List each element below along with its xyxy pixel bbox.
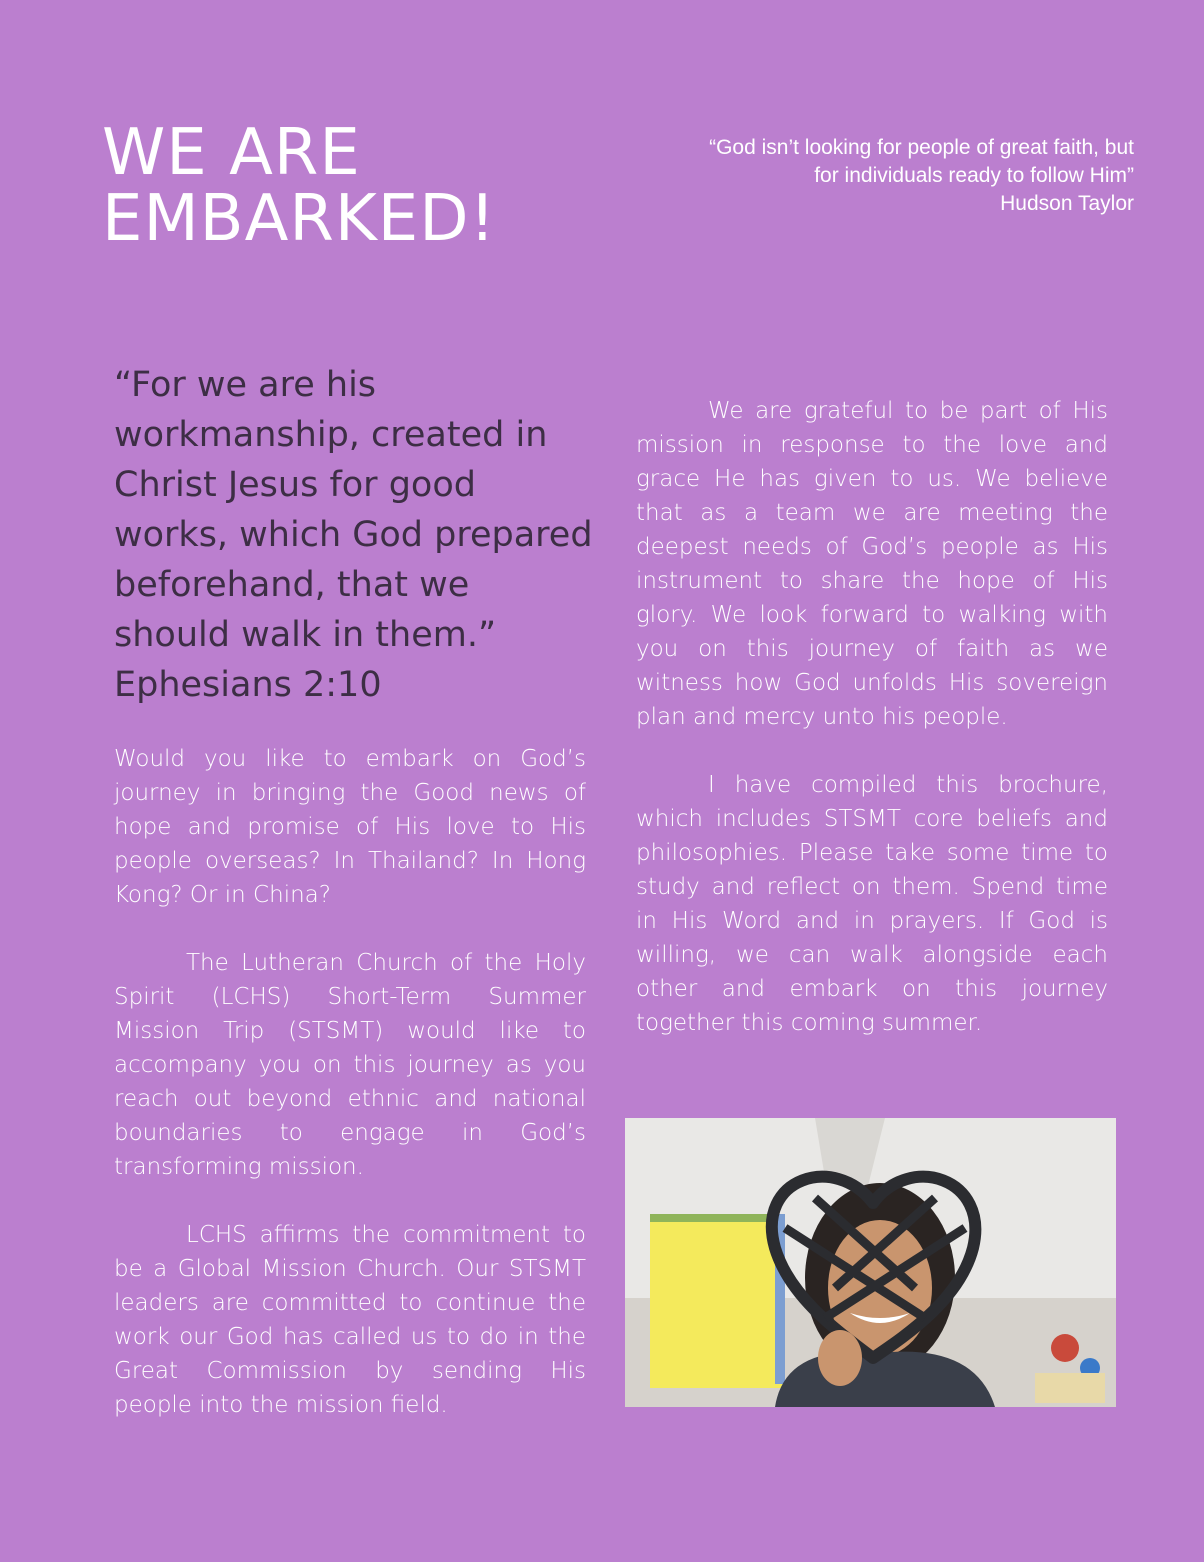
mission-photo xyxy=(625,1118,1116,1407)
right-column xyxy=(636,394,1108,1074)
title-line-1: WE ARE xyxy=(102,116,361,190)
verse-reference: Ephesians 2:10 xyxy=(114,665,382,705)
left-column xyxy=(114,742,586,1456)
side-quote-text: “God isn’t looking for people of great faith, but for individuals ready to follow Him” xyxy=(709,136,1134,187)
title-line-2: EMBARKED! xyxy=(102,182,497,256)
right-paragraph-1: We are grateful to be part of His mission in response to the love and grace He has given to us. We believe that as a team we are meeting the deepest needs of God’s people as His instrument to share the hope of His glory. We look forward to walking with you on this journey of faith as we witness how God unfolds His sovereign plan and mercy unto his people. xyxy=(636,398,1108,730)
left-paragraph-2: The Lutheran Church of the Holy Spirit (LCHS) Short-Term Summer Mission Trip (STSMT) would like to accompany you on this journey as you reach out beyond ethnic and national boundaries to engage in God’s transforming mission. xyxy=(114,950,586,1180)
left-paragraph-1: Would you like to embark on God’s journey in bringing the Good news of hope and promise of His love to His people overseas? In Thailand? In Hong Kong? Or in China? xyxy=(114,746,586,908)
left-paragraph-3: LCHS affirms the commitment to be a Global Mission Church. Our STSMT leaders are committed to continue the work our God has called us to do in the Great Commission by sending His people into the mission field. xyxy=(114,1222,586,1418)
side-quote xyxy=(704,134,1134,218)
bible-verse xyxy=(114,360,594,710)
verse-text: “For we are his workmanship, created in Christ Jesus for good works, which God prepared beforehand, that we should walk in them.” xyxy=(114,365,593,655)
photo-illustration xyxy=(625,1118,1116,1407)
side-quote-author: Hudson Taylor xyxy=(1000,192,1134,215)
foam-mat xyxy=(650,1218,785,1388)
right-paragraph-2: I have compiled this brochure, which includes STSMT core beliefs and philosophies. Please take some time to study and reflect on them. Spend time in His Word and in prayers. If God is willing, we can walk alongside each other and embark on this journey together this coming summer. xyxy=(636,772,1108,1036)
page-title xyxy=(102,116,497,256)
